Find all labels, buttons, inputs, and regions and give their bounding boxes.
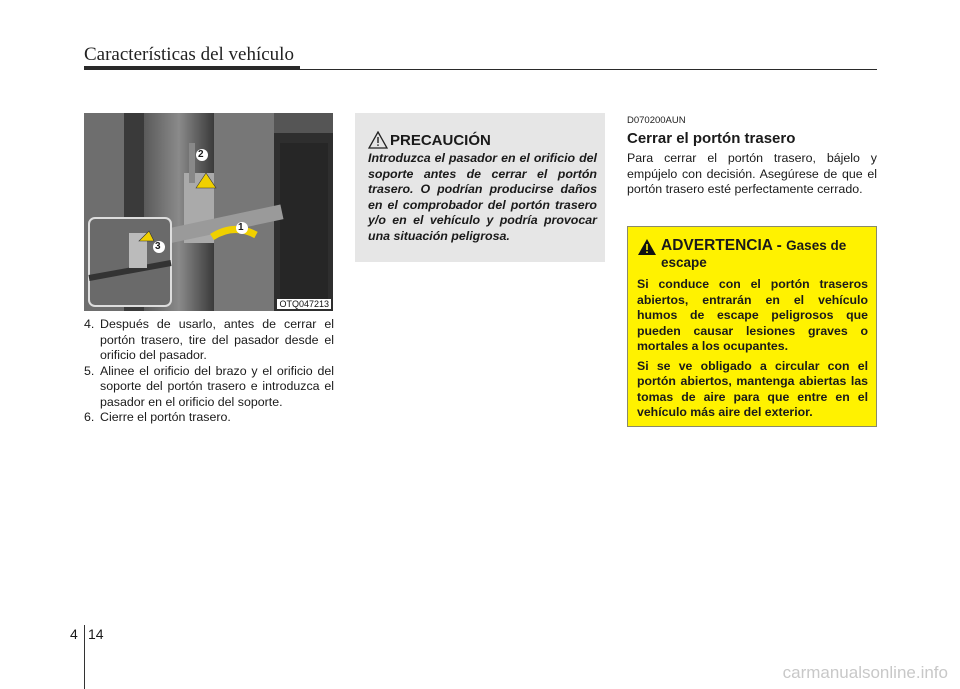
- caution-header: [368, 121, 597, 149]
- warning-triangle-icon: [637, 238, 657, 256]
- warning-triangle-icon: [368, 131, 388, 149]
- warning-title: ADVERTENCIA -: [661, 237, 782, 254]
- step-text: Después de usarlo, antes de cerrar el portón trasero, tire del pasador desde el orificio del pasador.: [100, 317, 334, 362]
- callout-3: 3: [155, 241, 161, 252]
- warning-subtitle: Gases de escape: [661, 238, 847, 270]
- callout-2: 2: [198, 149, 204, 160]
- section-body: Para cerrar el portón trasero, bájelo y empújelo con decisión. Asegúrese de que el portón trasero esté perfectamente cerrado.: [627, 151, 877, 196]
- section-title: Cerrar el portón trasero: [627, 130, 796, 147]
- list-item: [84, 364, 334, 411]
- page-number: 14: [88, 626, 104, 642]
- tailgate-hinge-photo: [84, 113, 333, 311]
- warning-paragraph: Si se ve obligado a circular con el portón abiertos, mantenga abiertas las tomas de aire para que entre en el vehículo más aire del exterior.: [637, 358, 868, 419]
- warning-paragraph: Si conduce con el portón traseros abiertos, entrarán en el vehículo humos de escape peligrosos que pueden causar lesiones graves o mortales a los ocupantes.: [637, 277, 868, 353]
- caution-box: [355, 113, 605, 262]
- callout-1: 1: [238, 222, 244, 233]
- list-item: [84, 317, 334, 364]
- step-number: 4.: [84, 317, 95, 331]
- warning-box: [627, 226, 877, 427]
- step-number: 5.: [84, 363, 95, 378]
- warning-header: [637, 237, 868, 271]
- section-code: D070200AUN: [627, 115, 686, 126]
- list-item: [84, 410, 334, 426]
- step-text: Cierre el portón trasero.: [100, 410, 231, 424]
- footer-divider: [84, 625, 85, 689]
- caution-body: Introduzca el pasador en el orificio del soporte antes de cerrar el portón trasero. O podrían producirse daños en el comprobador del portón trasero y/o en el vehículo y podría provocar una situación peligrosa.: [368, 151, 597, 243]
- steps-list: [84, 317, 334, 426]
- caution-title: PRECAUCIÓN: [390, 132, 491, 149]
- step-text: Alinee el orificio del brazo y el orificio del soporte del portón trasero e introduzca el pasador en el orificio del soporte.: [100, 363, 334, 409]
- figure-code: OTQ047213: [279, 299, 329, 309]
- header-rule: [84, 66, 300, 70]
- step-number: 6.: [84, 410, 95, 424]
- chapter-number: 4: [70, 626, 78, 642]
- watermark: carmanualsonline.info: [782, 663, 948, 682]
- page-header-title: Características del vehículo: [84, 44, 294, 65]
- header-rule-thin: [300, 69, 877, 70]
